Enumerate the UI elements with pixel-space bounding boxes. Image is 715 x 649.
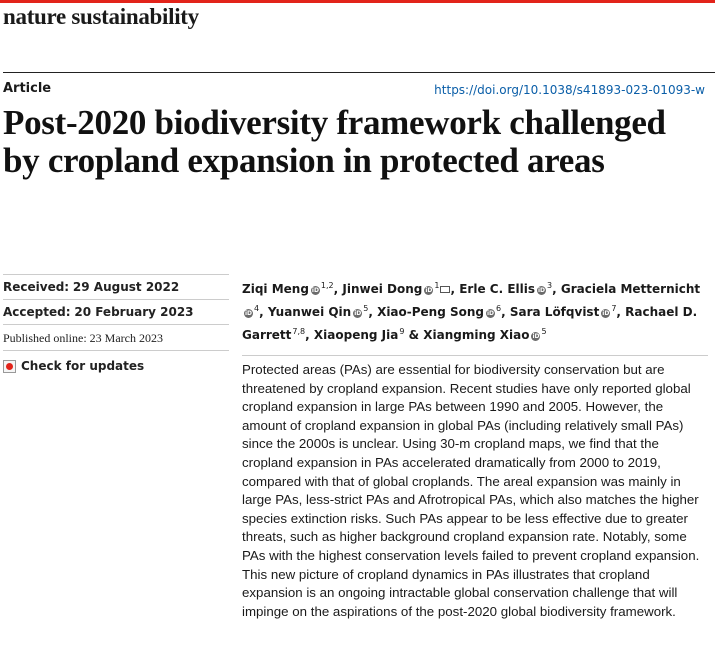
email-icon[interactable]	[440, 286, 450, 293]
meta-divider	[3, 274, 229, 275]
orcid-icon[interactable]: iD	[537, 287, 546, 294]
article-type: Article	[3, 81, 52, 96]
author-name[interactable]: Sara Löfqvist $iD^7$	[509, 304, 617, 319]
author-name[interactable]: Erle C. Ellis $iD^3$	[459, 281, 553, 296]
doi-link[interactable]: https://doi.org/10.1038/s41893-023-01093-w	[434, 83, 705, 97]
orcid-icon[interactable]: iD	[354, 310, 362, 317]
abstract-text: Protected areas (PAs) are essential for biodiversity conservation but are threatened by cropland expansion. Recent studies have only reported global cropland expansion in large PAs between 1990 and 2005. However, the amount of cropland expansion in global PAs (including relatively small PAs) since the 2000s is unclear. Using 30-m cropland maps, we find that the cropland expansion in PAs accelerated dramatically from 2000 to 2019, compared with that of global croplands. The areal expansion was mainly in large PAs, less-strict PAs and Afrotropical PAs, which also matches the higher species extinction risks. Such PAs appear to be less effective due to greater threats, such as higher background cropland expansion rate. Notably, some PAs with the highest conservation levels failed to prevent cropland expansion. This new picture of cropland dynamics in PAs illustrates that cropland expansion is an ongoing intractable global conservation challenge that will impinge on the aspirations of the post-2020 global biodiversity framework.	[242, 362, 700, 619]
meta-divider	[3, 350, 229, 351]
orcid-icon[interactable]: iD	[602, 310, 610, 317]
abstract-divider	[242, 355, 708, 356]
author-name[interactable]: Xiao-Peng Song $iD^6$	[377, 304, 502, 319]
orcid-icon[interactable]: iD	[532, 333, 540, 340]
author-name[interactable]: Rachael D. Garrett$^{7,8}$	[242, 305, 698, 342]
author-name[interactable]: Graciela MetternichtiD$^4$	[244, 282, 701, 317]
author-name[interactable]: Jinwei Dong $iD^1$	[342, 282, 450, 296]
published-date: Published online: 23 March 2023	[3, 331, 163, 345]
meta-divider	[3, 324, 229, 325]
accepted-date: Accepted: 20 February 2023	[3, 305, 194, 319]
article-title: Post-2020 biodiversity framework challenged by cropland expansion in protected areas	[3, 103, 666, 180]
meta-divider	[3, 299, 229, 300]
check-updates-icon	[3, 360, 16, 373]
received-date: Received: 29 August 2022	[3, 280, 180, 294]
orcid-icon[interactable]: iD	[311, 287, 319, 294]
orcid-icon[interactable]: iD	[244, 310, 253, 317]
author-name[interactable]: Xiangming Xiao $iD^5$	[423, 327, 547, 342]
orcid-icon[interactable]: iD	[425, 287, 433, 294]
author-name[interactable]: Ziqi Meng iD$^{1,2}$	[242, 281, 334, 296]
header-divider	[3, 72, 715, 73]
author-list: Ziqi Meng iD$^{1,2}$, Jinwei Dong $iD^1$ , Erle C. Ellis $iD^3$, Graciela MetternichtiD$^4$, Yuanwei Qin $iD^5$, Xiao-Peng Song $iD^6$, Sara Löfqvist $iD^7$, Rachael D. Garrett$^{7,8}$, Xiaopeng Jia$^9$ & Xiangming Xiao $iD^5$	[242, 281, 701, 342]
journal-name: nature sustainability	[3, 4, 199, 29]
author-name[interactable]: Yuanwei Qin $iD^5$	[267, 304, 369, 319]
orcid-icon[interactable]: iD	[486, 310, 495, 317]
check-for-updates-button[interactable]: Check for updates	[3, 359, 144, 373]
author-name[interactable]: Xiaopeng Jia$^9$	[313, 327, 405, 342]
journal-accent-bar	[0, 0, 715, 3]
